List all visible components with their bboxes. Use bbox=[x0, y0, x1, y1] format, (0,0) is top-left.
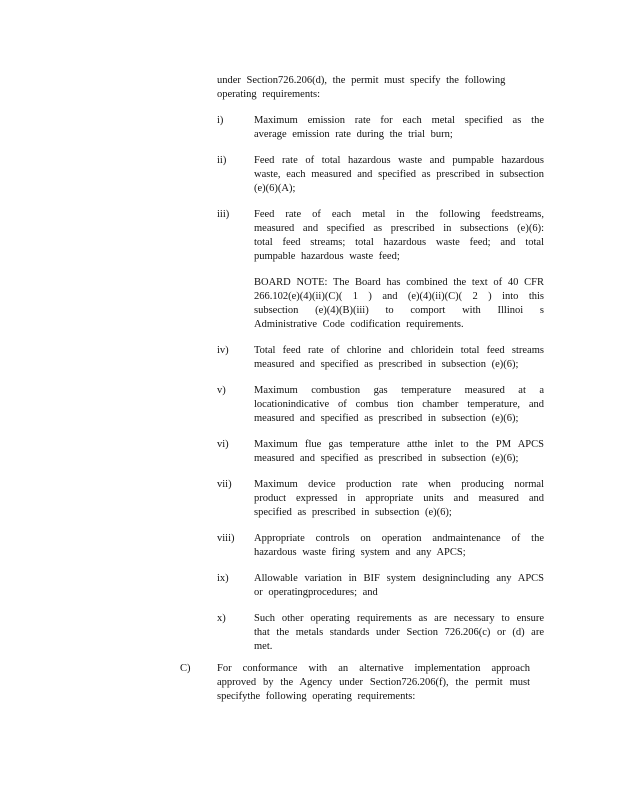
requirements-list bbox=[217, 114, 547, 666]
subsection-label: C) bbox=[180, 663, 191, 674]
item-text: Total feed rate of chlorine and chloridein total feed streams measured and specified as prescribed in subsection (e)(6); bbox=[254, 345, 544, 370]
item-label: x) bbox=[217, 613, 226, 624]
item-label: vi) bbox=[217, 439, 229, 450]
list-item bbox=[217, 344, 547, 372]
item-label: vii) bbox=[217, 479, 232, 490]
item-label: viii) bbox=[217, 533, 235, 544]
item-text: Such other operating requirements as are necessary to ensure that the metals standards under Section 726.206(c) or (d) are met. bbox=[254, 613, 544, 652]
list-item bbox=[217, 478, 547, 520]
item-text: Maximum combustion gas temperature measured at a locationindicative of combus tion chamber temperature, and measured and specified as prescribed in subsection (e)(6); bbox=[254, 385, 544, 424]
list-item bbox=[217, 384, 547, 426]
list-item bbox=[217, 154, 547, 196]
board-note: BOARD NOTE: The Board has combined the text of 40 CFR 266.102(e)(4)(ii)(C)( 1 ) and (e)(4)(ii)(C)( 2 ) into this subsection (e)(4)(B)(iii) to comport with Illinoi s Administrative Code codification requirements. bbox=[254, 277, 544, 330]
intro-paragraph: under Section726.206(d), the permit must specify the following operating requirements: bbox=[217, 75, 506, 100]
item-label: iv) bbox=[217, 345, 229, 356]
item-text: Feed rate of each metal in the following feedstreams, measured and specified as prescribed in subsections (e)(6): total feed streams; total hazardous waste feed; and total pumpable hazardous waste feed; bbox=[254, 209, 544, 262]
item-label: ix) bbox=[217, 573, 229, 584]
item-text: Maximum flue gas temperature atthe inlet to the PM APCS measured and specified as prescribed in subsection (e)(6); bbox=[254, 439, 544, 464]
list-item bbox=[217, 532, 547, 560]
item-text: Feed rate of total hazardous waste and pumpable hazardous waste, each measured and specified as prescribed in subsection (e)(6)(A); bbox=[254, 155, 544, 194]
list-item bbox=[217, 438, 547, 466]
item-text: Maximum device production rate when producing normal product expressed in appropriate units and measured and specified as prescribed in subsection (e)(6); bbox=[254, 479, 544, 518]
list-item bbox=[217, 114, 547, 142]
list-item bbox=[217, 572, 547, 600]
item-text: Allowable variation in BIF system designincluding any APCS or operatingprocedures; and bbox=[254, 573, 544, 598]
item-label: iii) bbox=[217, 209, 230, 220]
list-item bbox=[217, 612, 547, 654]
subsection-c bbox=[180, 662, 530, 704]
item-text: Maximum emission rate for each metal specified as the average emission rate during the trial burn; bbox=[254, 115, 544, 140]
list-item bbox=[217, 208, 547, 264]
item-label: ii) bbox=[217, 155, 227, 166]
item-label: v) bbox=[217, 385, 226, 396]
subsection-text: For conformance with an alternative implementation approach approved by the Agency under Section726.206(f), the permit must specifythe following operating requirements: bbox=[217, 663, 530, 702]
item-text: Appropriate controls on operation andmaintenance of the hazardous waste firing system and any APCS; bbox=[254, 533, 544, 558]
item-label: i) bbox=[217, 115, 224, 126]
